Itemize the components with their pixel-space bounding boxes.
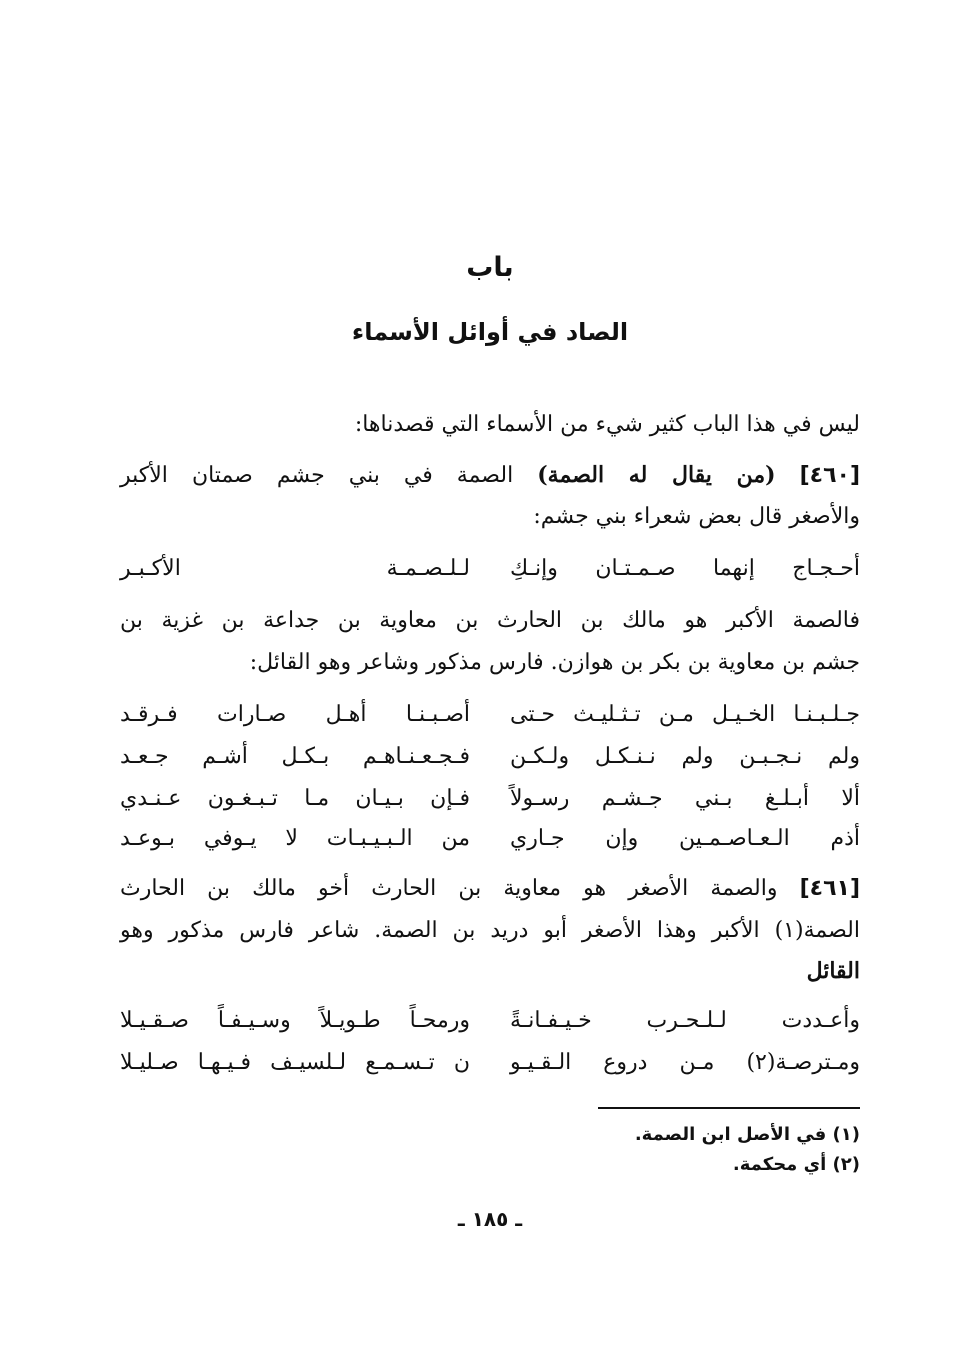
verse-3b-first-hemistich: ومـترصـة(٢) مـن دروع الـقـيـو [510,1050,860,1075]
verse-2c-second-hemistich: فـإن بـيـان مـا تـبـغـون عـنـدي [120,786,470,811]
verse-3a-second-hemistich: ورمحـاً طـويـلاً وسـيـفـاً صـقـيـلا [120,1008,470,1033]
verse-2d-first-hemistich: أذم الـعـاصـمـين وإن جـاري [510,826,860,851]
page-number: ـ ١٨٥ ـ [457,1207,523,1231]
intro-line: ليس في هذا الباب كثير شيء من الأسماء التي قصدناها: [354,412,860,437]
verse-2d [120,822,860,856]
verse-3b-second-hemistich: ن تـسـمـع لـلسيـف فـيـهـا صـليـلا [120,1050,470,1075]
para-2-line-2: جشم بن معاوية بن بكر بن هوازن. فارس مذكور وشاعر وهو القائل: [249,650,860,675]
entry-461-line-3: القائل [806,958,860,984]
footnote-2: (٢) أي محكمة. [732,1154,860,1175]
entry-460-line-2: والأصغر قال بعض شعراء بني جشم: [533,504,860,529]
verse-2a [120,698,860,732]
verse-3a [120,1004,860,1038]
verse-2c-first-hemistich: ألا أبـلـغ بـني جـشـم رسـولاً [510,786,860,811]
footnote-1: (١) في الأصل ابن الصمة. [634,1124,860,1145]
entry-461-number: [٤٦١] [799,876,860,901]
chapter-title: باب [466,252,514,283]
verse-2a-second-hemistich: أصـبـنـا أهـل صـارات فـرقـد [120,702,470,727]
entry-460-text: الصمة في بني جشم صمتان الأكبر [120,463,514,488]
verse-2b-first-hemistich: ولم نـجـبـن ولم نـنـكـل ولـكـن [510,744,860,769]
entry-461-line-2: الصمة(١) الأكبر وهذا الأصغر أبو دريد بن الصمة. شاعر فارس مذكور وهو [120,918,860,943]
entry-461-line-1 [120,872,860,906]
verse-1-first-hemistich: أحـجـاج إنهما صـمـتـان وإنـكِ [510,556,860,581]
verse-1-second-hemistich: لـلـصـمـة الأكـبـر [120,556,470,581]
entry-461-text: والصمة الأصغر هو معاوية بن الحارث أخو مالك بن الحارث [120,876,778,901]
verse-2b [120,740,860,774]
footnote-divider [598,1107,860,1109]
verse-2d-second-hemistich: من الـبـيـبـات لا يـوفي بـوعـد [120,826,470,851]
chapter-subtitle: الصاد في أوائل الأسماء [351,318,629,346]
entry-460-topic: (من يقال له الصمة) [537,462,776,488]
verse-2c [120,782,860,816]
verse-2b-second-hemistich: فـجـعـنـاهـم بـكـل أشـم جـعـد [120,744,470,769]
entry-460-line-1 [120,458,860,493]
verse-3a-first-hemistich: وأعـددت لـلـحـرب خـيـفـانـةً [510,1008,860,1033]
para-2-line-1: فالصمة الأكبر هو مالك بن الحارث بن معاوية بن جداعة بن غزية بن [120,608,860,633]
verse-2a-first-hemistich: جـلـبـنـا الخـيـل مـن تـثـليـث حـتى [510,702,860,727]
verse-1 [120,552,860,586]
entry-460-number: [٤٦٠] [799,463,861,488]
verse-3b [120,1046,860,1080]
